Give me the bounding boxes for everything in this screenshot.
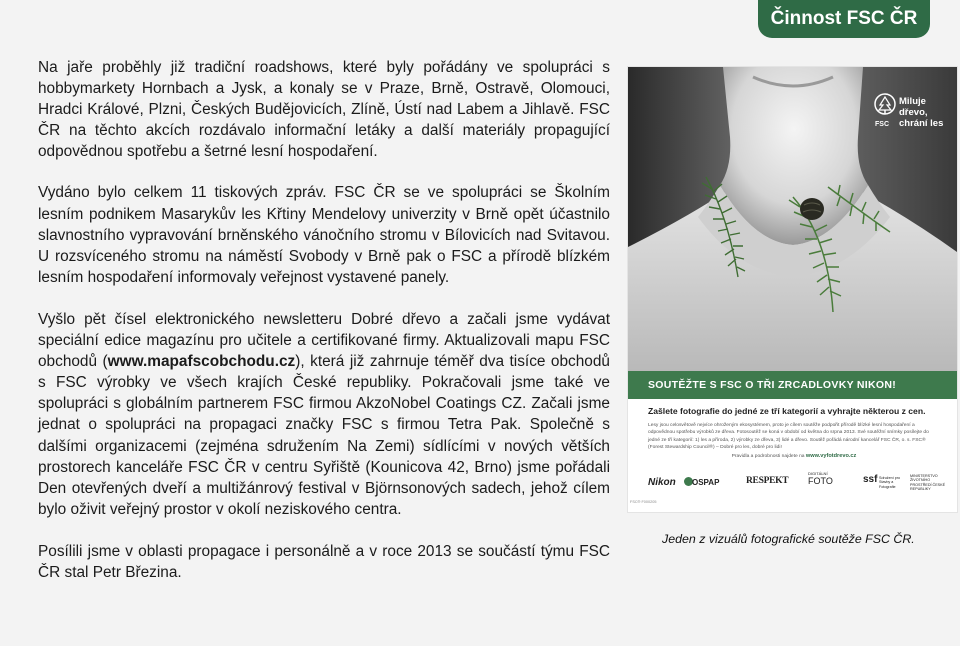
advert-site-link[interactable]: www.vyfotdrevo.cz: [805, 452, 857, 459]
foto-logo-small: DIGITÁLNÍ: [808, 471, 828, 476]
ssf-logo: [863, 474, 901, 489]
fsc-tagline-line2: chrání les: [899, 118, 944, 129]
ministry-logo: MINISTERSTVO ŽIVOTNÍHO PROSTŘEDÍ ČESKÉ REPUBLIKY: [910, 474, 946, 491]
fsc-mark-label: FSC: [875, 121, 889, 128]
fsc-tagline: [899, 96, 955, 129]
image-caption: Jeden z vizuálů fotografické soutěže FSC ČR.: [662, 532, 915, 546]
advert-rules-line: [648, 453, 940, 460]
paragraph-newsletter: [38, 309, 610, 520]
competition-banner: SOUTĚŽTE S FSC O TŘI ZRCADLOVKY NIKON!: [628, 371, 957, 399]
advert-footer-code: FSC® F000205: [630, 500, 657, 504]
map-link[interactable]: www.mapafscobchodu.cz: [107, 353, 296, 371]
paragraph-newsletter-part1: Vyšlo pět čísel elektronického newsletteru Dobré dřevo a začali jsme vydávat speciální edice magazínu pro učitele a certifikované firmy. Aktualizovali mapu FSC obchodů (: [38, 310, 610, 371]
advert-details: [628, 399, 957, 512]
article-column: [38, 57, 610, 604]
nikon-logo: Nikon: [648, 477, 676, 488]
ospap-logo: OSPAP: [692, 478, 720, 487]
advert-description: Lesy jsou celosvětově nejvíce ohroženým ekosystémem, proto je cílem soutěže podpořit přírodě blízké lesní hospodaření a odpovědnou spotřebu výrobků ze dřeva. Fotosoutěž se koná v období od května do srpna 2013. Své soutěžní snímky posílejte do jedné ze tří kategorií: 1) les a příroda, 2) výrobky ze dřeva, 3) lidé a dřevo. Soutěž pořádá národní kancelář FSC ČR, o. s. FSC® (Forest Stewardship Council®) – Dobré pro les, dobré pro lidi!: [648, 423, 929, 451]
foto-logo-text: FOTO: [808, 476, 833, 486]
ssf-logo-text: ssf: [863, 474, 878, 485]
paragraph-roadshows: Na jaře proběhly již tradiční roadshows, které byly pořádány ve spolupráci s hobbymarkety Hornbach a Jysk, a konaly se v Praze, Brně, Ostravě, Olomouci, Hradci Králové, Plzni, Českých Budějovicích, Zlíně, Ústí nad Labem a Jihlavě. FSC ČR na těchto akcích rozdávalo informační letáky a další materiály propagující odpovědnou spotřebu a šetrné lesní hospodaření.: [38, 59, 610, 161]
section-title-tab: Činnost FSC ČR: [758, 0, 930, 38]
fsc-logo: [871, 91, 955, 131]
paragraph-newsletter-part2: ), která již zahrnuje téměř dva tisíce obchodů s FSC výrobky ve všech krajích České republiky. Pokračovali jsme také ve spolupráci s globálním partnerem FSC firmou AkzoNobel Coatings CZ. Začali jsme jednat o spolupráci na propagaci značky FSC s firmou Tetra Pak. Společně s dalšími organizacemi (zejména sdružením Na Zemi) sídlícími v nových větších prostorech kanceláře FSC ČR v centru Syřiště (Kounicova 42, Brno) jsme pořádali Den otevřených dveří a multižánrový festival v Björnsonových sadech, jehož cílem bylo oživit veřejný prostor v okolí neziskového centra.: [38, 353, 610, 518]
advert-headline: Zašlete fotografie do jedné ze tří kategorií a vyhrajte některou z cen.: [648, 406, 926, 416]
foto-logo: [808, 472, 833, 486]
sponsor-logos: [648, 472, 948, 494]
respekt-logo: RESPEKT: [746, 476, 789, 486]
advert-small-text: [648, 422, 940, 460]
advert-rules-text: Pravidla a podrobnosti najdete na: [731, 453, 805, 459]
fsc-tagline-line1: Miluje dřevo,: [899, 96, 928, 118]
pine-cone: [800, 198, 824, 220]
fsc-tree-icon: [873, 93, 897, 121]
ssf-logo-small: Sdružení pro Stavby a Fotografie: [879, 476, 901, 489]
paragraph-staff: Posílili jsme v oblasti propagace i personálně a v roce 2013 se součástí týmu FSC ČR stal Petr Březina.: [38, 542, 610, 581]
paragraph-press: Vydáno bylo celkem 11 tiskových zpráv. FSC ČR se ve spolupráci se Školním lesním podnikem Masarykův les Křtiny Mendelovy univerzity v Brně opět účastnilo slavnostního vypravování brněnského vánočního stromu v Bílovicích nad Svitavou. U rozsvíceného stromu na náměstí Svobody v Brně pak o FSC a přírodě blízkém lesním hospodaření informovaly veřejnost vystavené panely.: [38, 184, 610, 286]
competition-advert: [627, 66, 958, 513]
